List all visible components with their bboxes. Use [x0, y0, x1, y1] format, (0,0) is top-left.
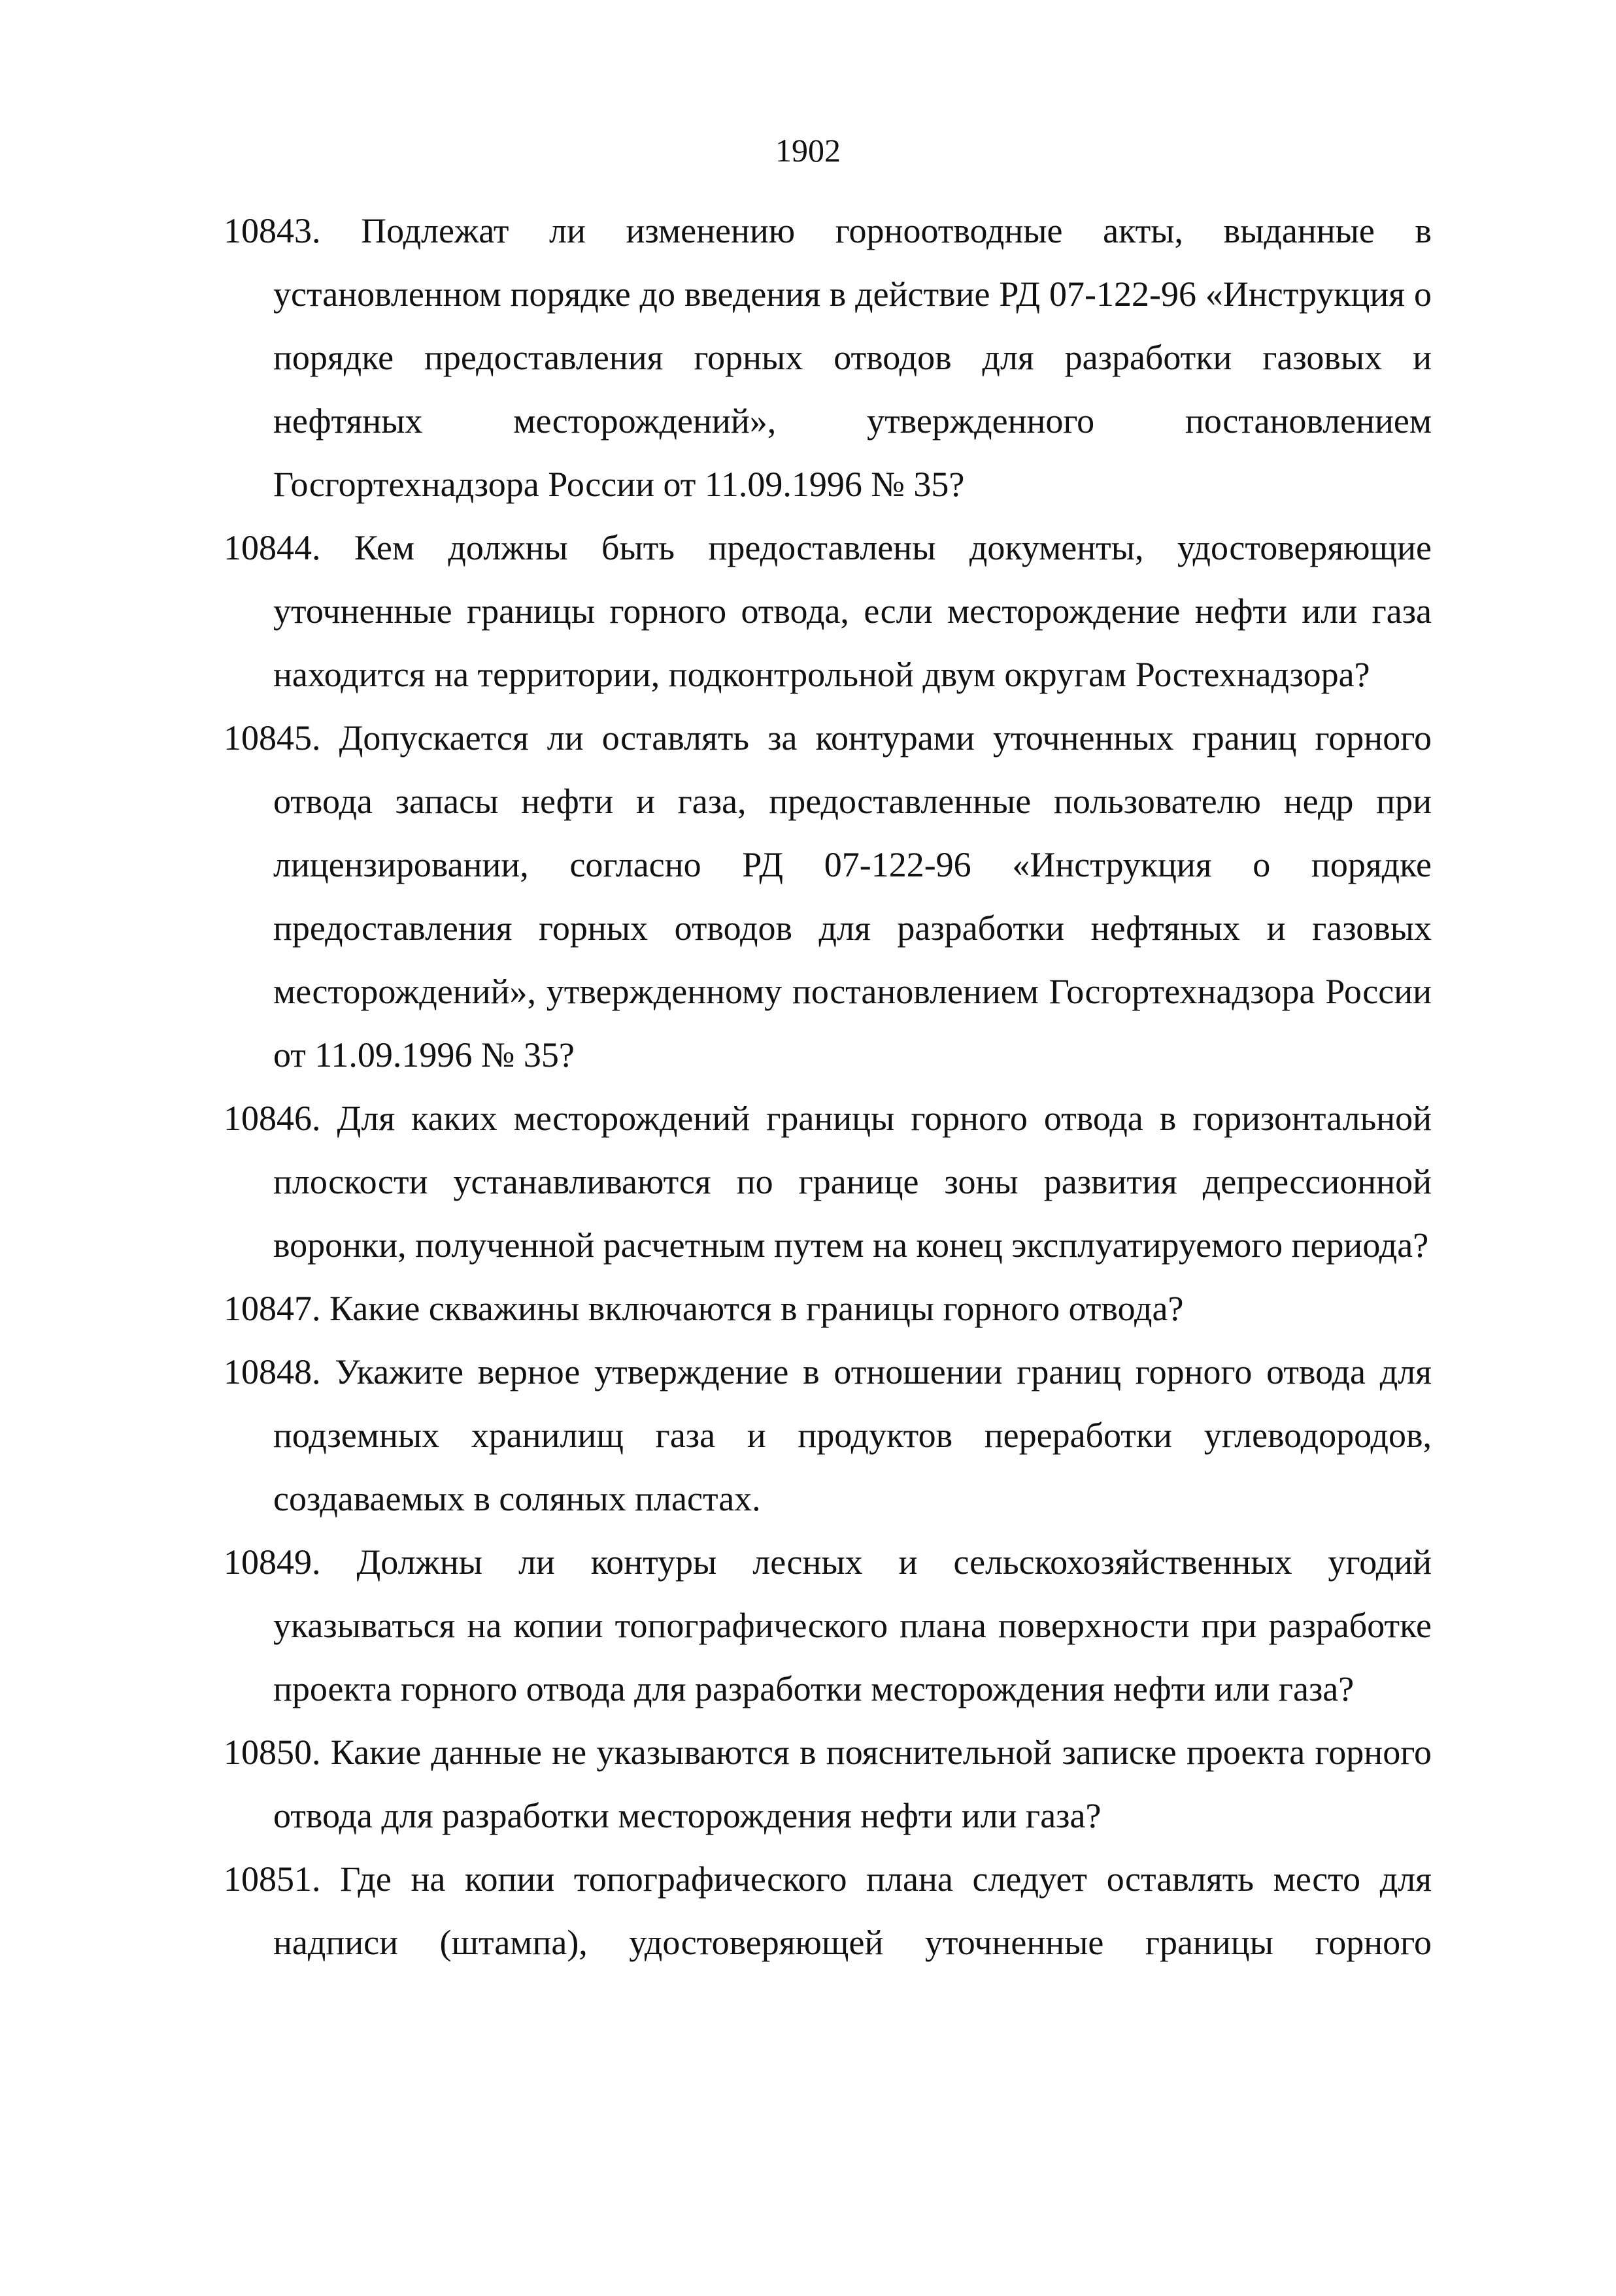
question-text: Должны ли контуры лесных и сельскохозяйственных угодий указываться на копии топографического плана поверхности при разработке проекта горного отвода для разработки месторождения нефти или газа? [273, 1542, 1432, 1708]
question-number: 10849. [224, 1542, 321, 1582]
question-text: Укажите верное утверждение в отношении границ горного отвода для подземных хранилищ газа и продуктов переработки углеводородов, создаваемых в соляных пластах. [273, 1352, 1432, 1518]
question-text: Какие скважины включаются в границы горного отвода? [329, 1289, 1184, 1328]
question-text: Какие данные не указываются в пояснительной записке проекта горного отвода для разработки месторождения нефти или газа? [273, 1733, 1432, 1835]
question-number: 10843. [224, 211, 321, 250]
question-10843 [224, 199, 1432, 516]
question-text: Для каких месторождений границы горного отвода в горизонтальной плоскости устанавливаются по границе зоны развития депрессионной воронки, полученной расчетным путем на конец эксплуатируемого периода? [273, 1099, 1432, 1265]
question-10849 [224, 1531, 1432, 1721]
question-10848 [224, 1340, 1432, 1531]
question-10846 [224, 1087, 1432, 1277]
question-text: Допускается ли оставлять за контурами уточненных границ горного отвода запасы нефти и газа, предоставленные пользователю недр при лицензировании, согласно РД 07-122-96 «Инструкция о порядке предоставления горных отводов для разработки нефтяных и газовых месторождений», утвержденному постановлением Госгортехнадзора России от 11.09.1996 № 35? [273, 718, 1432, 1074]
question-10844 [224, 516, 1432, 707]
question-number: 10851. [224, 1859, 321, 1899]
question-number: 10848. [224, 1352, 321, 1391]
question-10851 [224, 1848, 1432, 1974]
question-10845 [224, 707, 1432, 1087]
question-10847 [224, 1277, 1432, 1340]
page-number: 1902 [775, 132, 841, 169]
question-list [224, 199, 1432, 1974]
question-number: 10846. [224, 1099, 321, 1138]
question-10850 [224, 1721, 1432, 1848]
question-number: 10844. [224, 528, 321, 567]
question-number: 10847. [224, 1289, 321, 1328]
question-text: Где на копии топографического плана следует оставлять место для надписи (штампа), удостоверяющей уточненные границы горного [273, 1859, 1432, 1962]
question-number: 10850. [224, 1733, 321, 1772]
question-text: Подлежат ли изменению горноотводные акты, выданные в установленном порядке до введения в действие РД 07-122-96 «Инструкция о порядке предоставления горных отводов для разработки газовых и нефтяных месторождений», утвержденного постановлением Госгортехнадзора России от 11.09.1996 № 35? [273, 211, 1432, 504]
question-text: Кем должны быть предоставлены документы, удостоверяющие уточненные границы горного отвода, если месторождение нефти или газа находится на территории, подконтрольной двум округам Ростехнадзора? [273, 528, 1432, 694]
question-number: 10845. [224, 718, 321, 757]
